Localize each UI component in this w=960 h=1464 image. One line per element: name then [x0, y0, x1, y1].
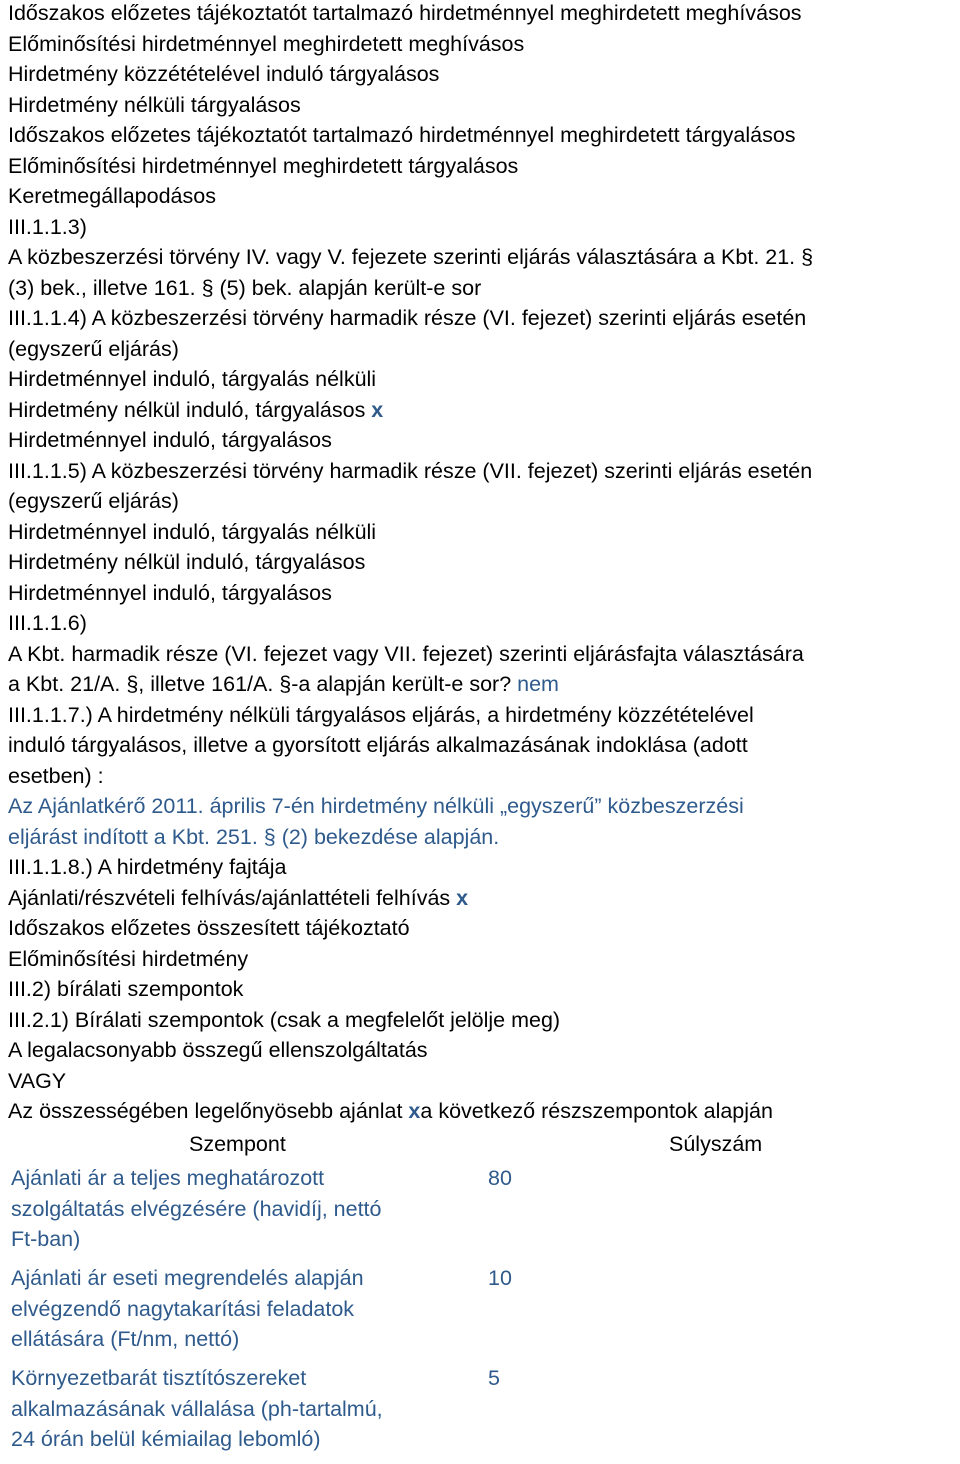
criterion-line: Ft-ban) [11, 1227, 81, 1251]
text-line: Hirdetménnyel induló, tárgyalás nélküli [8, 367, 377, 391]
text-line: Hirdetménnyel induló, tárgyalás nélküli [8, 519, 377, 544]
text-line: Hirdetmény nélküli tárgyalásos [8, 92, 301, 117]
text-line: Hirdetmény közzétételével induló tárgyalásos [8, 62, 440, 86]
text-line: Hirdetménnyel induló, tárgyalásos [8, 428, 332, 452]
section-heading: III.1.1.6) [8, 611, 87, 635]
option-label-continued: a következő részszempontok alapján [420, 1099, 773, 1123]
criterion-line: Környezetbarát tisztítószereket [11, 1366, 307, 1390]
criterion-line: Ajánlati ár a teljes meghatározott [11, 1166, 325, 1190]
text-line-selected [8, 395, 958, 426]
justification-line: Az Ajánlatkérő 2011. április 7-én hirdetmény nélküli „egyszerű” közbeszerzési [8, 794, 744, 818]
criteria-row [0, 1263, 960, 1363]
text-line-answer [8, 669, 958, 700]
text-line: Időszakos előzetes összesített tájékoztató [8, 916, 410, 940]
text-line-selected [8, 883, 958, 914]
section-heading: III.1.1.3) [8, 214, 87, 239]
text-line: (egyszerű eljárás) [8, 489, 179, 513]
criterion-name [11, 1263, 471, 1355]
text-line: esetben) : [8, 763, 104, 788]
criterion-name [11, 1363, 471, 1455]
section-heading: III.1.1.4) A közbeszerzési törvény harmadik része (VI. fejezet) szerinti eljárás esetén [8, 306, 807, 330]
criterion-weight: 10 [488, 1266, 512, 1290]
text-line: Előminősítési hirdetménnyel meghirdetett meghívásos [8, 31, 525, 56]
section-heading: III.1.1.7.) A hirdetmény nélküli tárgyalásos eljárás, a hirdetmény közzétételével [8, 702, 754, 727]
criteria-row [0, 1363, 960, 1463]
answer-value: nem [517, 672, 559, 696]
text-line: (3) bek., illetve 161. § (5) bek. alapján került-e sor [8, 275, 482, 300]
selected-mark: x [456, 885, 469, 910]
section-heading: III.1.1.5) A közbeszerzési törvény harmadik része (VII. fejezet) szerinti eljárás esetén [8, 458, 813, 483]
text-line: Időszakos előzetes tájékoztatót tartalmazó hirdetménnyel meghirdetett tárgyalásos [8, 123, 796, 147]
text-line-selected [8, 1096, 958, 1127]
text-line: A legalacsonyabb összegű ellenszolgáltatás [8, 1038, 428, 1062]
selected-mark: x [408, 1099, 421, 1123]
weight-column-header: Súlyszám [669, 1131, 763, 1156]
criteria-row [0, 1163, 960, 1263]
text-line: induló tárgyalásos, illetve a gyorsított eljárás alkalmazásának indoklása (adott [8, 733, 748, 757]
text-line: Előminősítési hirdetménnyel meghirdetett tárgyalásos [8, 153, 519, 178]
criterion-name [11, 1163, 471, 1255]
question-text: a Kbt. 21/A. §, illetve 161/A. §-a alapján került-e sor? [8, 672, 518, 696]
criterion-line: ellátására (Ft/nm, nettó) [11, 1327, 240, 1351]
section-heading: III.2) bírálati szempontok [8, 977, 244, 1001]
section-heading: III.2.1) Bírálati szempontok (csak a megfelelőt jelölje meg) [8, 1007, 561, 1032]
criteria-header [8, 1129, 958, 1161]
text-line: (egyszerű eljárás) [8, 336, 179, 361]
criterion-weight: 5 [488, 1366, 500, 1390]
criterion-line: elvégzendő nagytakarítási feladatok [11, 1296, 355, 1321]
option-label: Hirdetmény nélkül induló, tárgyalásos [8, 397, 372, 422]
text-line: Keretmegállapodásos [8, 184, 216, 208]
criterion-weight: 80 [488, 1166, 512, 1190]
section-heading: III.1.1.8.) A hirdetmény fajtája [8, 855, 287, 879]
criterion-line: Ajánlati ár eseti megrendelés alapján [11, 1266, 364, 1290]
selected-mark: x [371, 397, 384, 422]
text-line: VAGY [8, 1068, 67, 1093]
criterion-line: alkalmazásának vállalása (ph-tartalmú, [11, 1396, 383, 1421]
criterion-column-header: Szempont [189, 1131, 286, 1156]
text-line: A közbeszerzési törvény IV. vagy V. fejezete szerinti eljárás választására a Kbt. 21. § [8, 245, 814, 269]
text-line: A Kbt. harmadik része (VI. fejezet vagy VII. fejezet) szerinti eljárásfajta választására [8, 641, 804, 666]
text-line: Hirdetmény nélkül induló, tárgyalásos [8, 550, 366, 574]
criteria-table [0, 1163, 960, 1463]
text-line: Hirdetménnyel induló, tárgyalásos [8, 580, 332, 605]
option-label: Az összességében legelőnyösebb ajánlat [8, 1099, 409, 1123]
criterion-line: 24 órán belül kémiailag lebomló) [11, 1427, 321, 1451]
text-line: Időszakos előzetes tájékoztatót tartalmazó hirdetménnyel meghirdetett meghívásos [8, 1, 802, 25]
text-line: Előminősítési hirdetmény [8, 946, 249, 971]
option-label: Ajánlati/részvételi felhívás/ajánlattételi felhívás [8, 885, 457, 910]
procedure-types-list [8, 0, 958, 1161]
document-body [8, 0, 958, 1161]
justification-line: eljárást indított a Kbt. 251. § (2) bekezdése alapján. [8, 824, 500, 849]
criterion-line: szolgáltatás elvégzésére (havidíj, nettó [11, 1196, 382, 1221]
